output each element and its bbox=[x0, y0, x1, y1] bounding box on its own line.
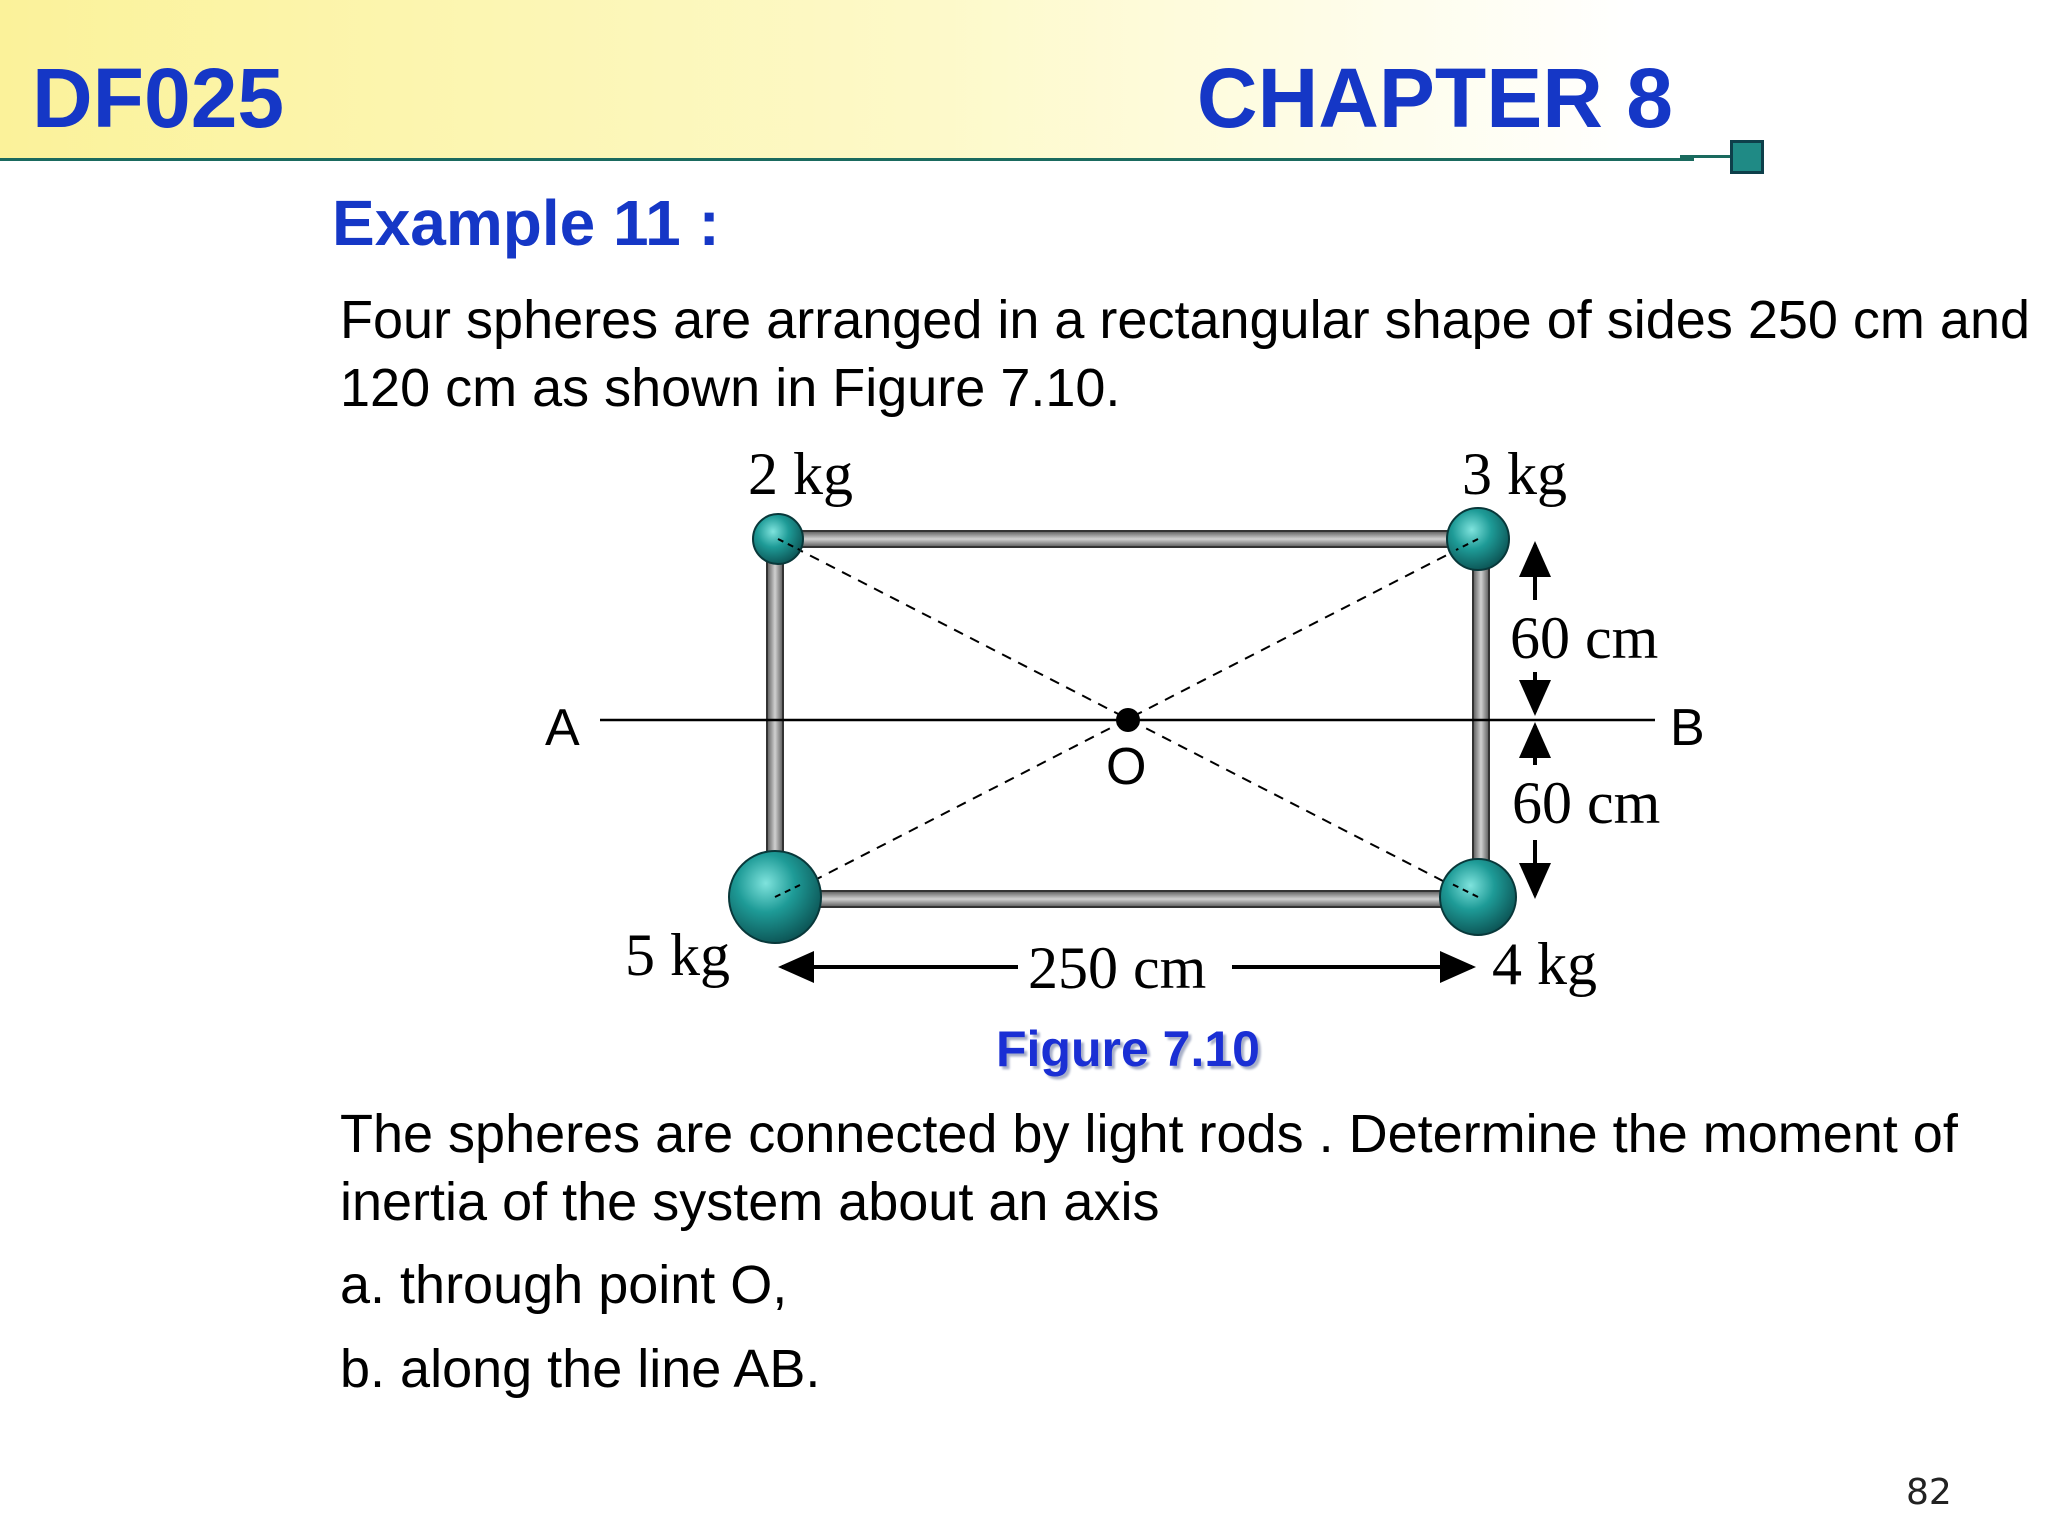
chapter-title: CHAPTER 8 bbox=[1196, 51, 1673, 145]
part-b: b. along the line AB. bbox=[340, 1339, 821, 1399]
label-upper-60cm: 60 cm bbox=[1510, 605, 1659, 671]
question-text: The spheres are connected by light rods . Determine the moment of inertia of the system about an axis bbox=[340, 1104, 1958, 1232]
example-title: Example 11 : bbox=[332, 187, 720, 259]
top-rod bbox=[778, 531, 1478, 547]
intro-text: Four spheres are arranged in a rectangular shape of sides 250 cm and 120 cm as shown in Figure 7.10. bbox=[340, 290, 2031, 418]
part-a: a. through point O, bbox=[340, 1255, 788, 1315]
course-code: DF025 bbox=[32, 51, 285, 145]
center-point bbox=[1116, 708, 1140, 732]
bottom-rod bbox=[778, 891, 1478, 907]
label-b: B bbox=[1670, 699, 1705, 757]
figure-caption: Figure 7.10 bbox=[996, 1021, 1260, 1077]
label-a: A bbox=[545, 699, 580, 757]
label-o: O bbox=[1106, 738, 1147, 796]
label-5kg: 5 kg bbox=[625, 922, 730, 988]
label-2kg: 2 kg bbox=[748, 441, 853, 507]
label-4kg: 4 kg bbox=[1492, 931, 1597, 997]
label-lower-60cm: 60 cm bbox=[1512, 770, 1661, 836]
label-3kg: 3 kg bbox=[1462, 441, 1567, 507]
page-number: 82 bbox=[1906, 1472, 1952, 1513]
label-250cm: 250 cm bbox=[1028, 935, 1207, 1001]
